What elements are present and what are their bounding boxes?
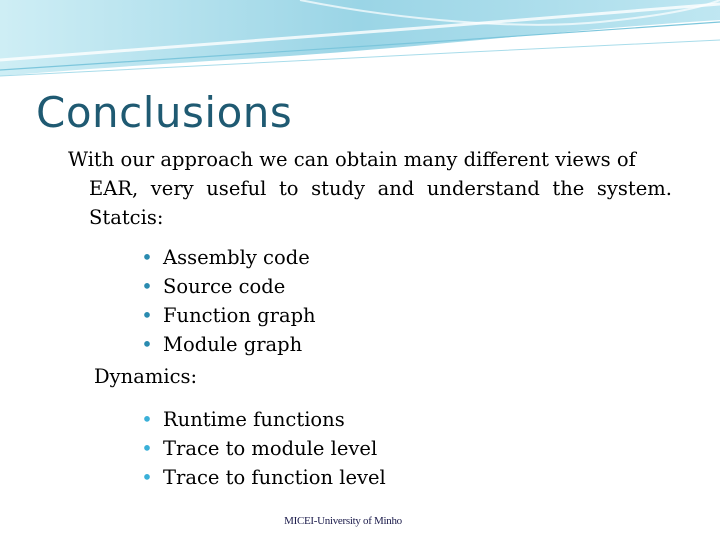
intro-line-1: With our approach we can obtain many different views of — [68, 148, 636, 171]
list-item-label: Trace to function level — [163, 466, 386, 489]
list-item — [141, 463, 386, 492]
list-item — [141, 301, 316, 330]
bullet-icon: • — [141, 275, 153, 298]
list-item — [141, 330, 316, 359]
statics-list — [141, 243, 316, 359]
bullet-icon: • — [141, 246, 153, 269]
list-item-label: Assembly code — [163, 246, 310, 269]
bullet-icon: • — [141, 466, 153, 489]
list-item — [141, 405, 386, 434]
bullet-icon: • — [141, 304, 153, 327]
list-item-label: Source code — [163, 275, 286, 298]
dynamics-list — [141, 405, 386, 492]
list-item-label: Trace to module level — [163, 437, 378, 460]
slide-title: Conclusions — [36, 88, 293, 137]
intro-paragraph — [68, 145, 672, 232]
list-item-label: Runtime functions — [163, 408, 345, 431]
bullet-icon: • — [141, 408, 153, 431]
list-item-label: Module graph — [163, 333, 303, 356]
intro-line-2: EAR, very useful to study and understand the system. Statcis: — [89, 177, 672, 229]
dynamics-heading: Dynamics: — [94, 365, 198, 388]
bullet-icon: • — [141, 333, 153, 356]
bullet-icon: • — [141, 437, 153, 460]
list-item-label: Function graph — [163, 304, 316, 327]
slide-footer: MICEI-University of Minho — [284, 515, 402, 527]
list-item — [141, 243, 316, 272]
header-wave-banner — [0, 0, 720, 80]
list-item — [141, 272, 316, 301]
list-item — [141, 434, 386, 463]
